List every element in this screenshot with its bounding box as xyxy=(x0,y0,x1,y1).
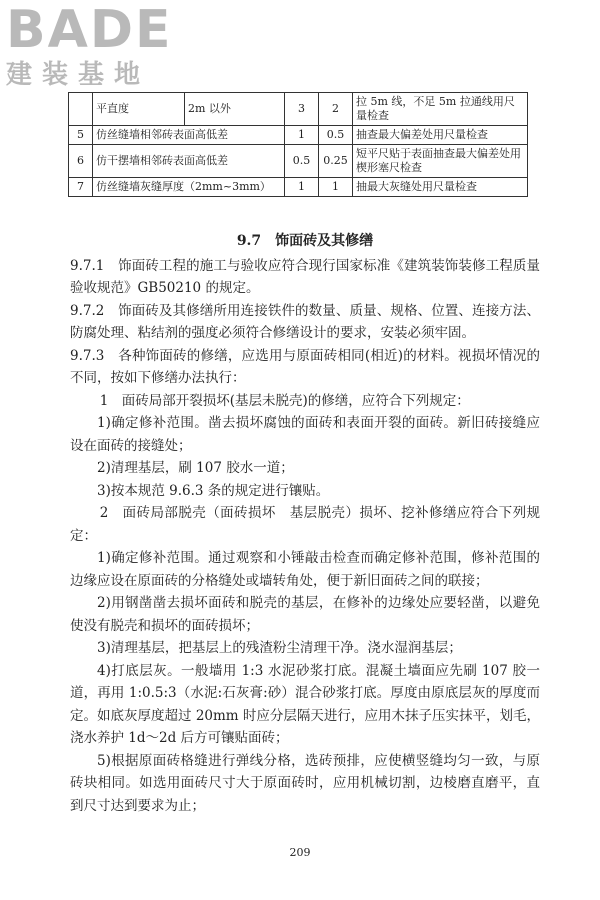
logo xyxy=(6,0,173,90)
row-value-1: 1 xyxy=(285,126,319,145)
row-method: 拉 5m 线，不足 5m 拉通线用尺量检查 xyxy=(353,93,528,126)
paragraph: 3)清理基层，把基层上的残渣粉尘清理干净。浇水湿润基层； xyxy=(97,640,462,656)
paragraph: 1)确定修补范围。通过观察和小锤敲击检查而确定修补范围，修补范围的边缘应设在原面砖的分格缝处或墙转角处，便于新旧面砖之间的联接； xyxy=(70,550,540,589)
paragraph: 9.7.2 饰面砖及其修缮所用连接铁件的数量、质量、规格、位置、连接方法、防腐处理、粘结剂的强度必须符合修缮设计的要求，安装必须牢固。 xyxy=(70,302,540,341)
paragraph: 2)清理基层，刷 107 胶水一道； xyxy=(97,460,294,476)
row-method: 抽最大灰缝处用尺量检查 xyxy=(353,178,528,197)
row-range: 2m 以外 xyxy=(185,93,285,126)
row-number: 5 xyxy=(69,126,93,145)
paragraph: 4)打底层灰。一般墙用 1:3 水泥砂浆打底。混凝土墙面应先刷 107 胶一道，再用 1:0.5:3（水泥:石灰膏:砂）混合砂浆打底。厚度由原底层灰的厚度而定。如底灰厚度超过 20mm 时应分层隔天进行，应用木抹子压实抹平，划毛，浇水养护 1d～2d 后方可镶贴面砖； xyxy=(70,662,540,746)
row-item: 仿干摆墙相邻砖表面高低差 xyxy=(93,145,285,178)
table-row xyxy=(69,145,528,178)
section-heading: 9.7 饰面砖及其修缮 xyxy=(236,233,374,249)
paragraph: 2)用钢凿凿去损坏面砖和脱壳的基层，在修补的边缘处应要轻凿，以避免使没有脱壳和损坏的面砖损坏； xyxy=(70,595,540,634)
row-value-2: 1 xyxy=(319,178,353,197)
paragraph: 1)确定修补范围。凿去损坏腐蚀的面砖和表面开裂的面砖。新旧砖接缝应设在面砖的接缝处； xyxy=(70,415,540,454)
row-value-2: 0.5 xyxy=(319,126,353,145)
row-item: 平直度 xyxy=(93,93,185,126)
table-row xyxy=(69,126,528,145)
logo-brand: BADE xyxy=(6,0,173,60)
row-method: 短平尺贴于表面抽查最大偏差处用楔形塞尺检查 xyxy=(353,145,528,178)
paragraph: 3)按本规范 9.6.3 条的规定进行镶贴。 xyxy=(97,482,330,499)
row-item: 仿丝缝墙相邻砖表面高低差 xyxy=(93,126,285,145)
paragraph: 9.7.3 各种饰面砖的修缮，应选用与原面砖相同(相近)的材料。视损坏情况的不同，按如下修缮办法执行： xyxy=(70,347,540,386)
body-text xyxy=(70,230,540,817)
row-value-1: 0.5 xyxy=(285,145,319,178)
tolerance-table xyxy=(68,92,528,197)
row-value-1: 1 xyxy=(285,178,319,197)
paragraph: 5)根据原面砖格缝进行弹线分格，选砖预排，应使横竖缝均匀一致，与原砖块相同。如选用面砖尺寸大于原面砖时，应用机械切割，边棱磨直磨平，直到尺寸达到要求为止； xyxy=(70,752,540,814)
paragraph: 1 面砖局部开裂损坏(基层未脱壳)的修缮，应符合下列规定： xyxy=(99,392,470,409)
row-number xyxy=(69,93,93,126)
table-row xyxy=(69,178,528,197)
page-number: 209 xyxy=(289,846,311,859)
row-number: 7 xyxy=(69,178,93,197)
row-number: 6 xyxy=(69,145,93,178)
row-value-2: 2 xyxy=(319,93,353,126)
row-value-1: 3 xyxy=(285,93,319,126)
paragraph: 9.7.1 饰面砖工程的施工与验收应符合现行国家标准《建筑装饰装修工程质量验收规范》GB50210 的规定。 xyxy=(70,257,540,296)
row-value-2: 0.25 xyxy=(319,145,353,178)
table-row xyxy=(69,93,528,126)
logo-subtitle: 建装基地 xyxy=(6,60,151,90)
paragraph: 2 面砖局部脱壳（面砖损坏 基层脱壳）损坏、挖补修缮应符合下列规定： xyxy=(70,505,540,544)
row-item: 仿丝缝墙灰缝厚度（2mm~3mm） xyxy=(93,178,285,197)
row-method: 抽查最大偏差处用尺量检查 xyxy=(353,126,528,145)
